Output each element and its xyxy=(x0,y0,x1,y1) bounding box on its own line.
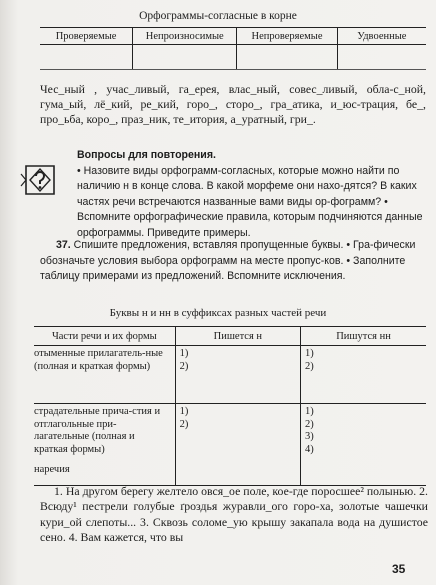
table1-header: Удвоенные xyxy=(337,28,426,45)
review-questions-heading: Вопросы для повторения. xyxy=(77,149,216,161)
exercise-text: Спишите предложения, вставляя пропущенные буквы. • Гра-фически обозначьте условия выбора орфограмм на месте пропус-ков. • Заполните таблицу примерами из предложений. Вспомните исключения. xyxy=(40,239,416,282)
table2-slot: 3) xyxy=(305,431,314,442)
table1-cell xyxy=(337,45,426,70)
table1-header: Непроверяемые xyxy=(237,28,337,45)
page-number: 35 xyxy=(392,562,406,576)
table1-header: Проверяемые xyxy=(40,28,133,45)
table2-slot: 2) xyxy=(305,418,314,430)
table1-title: Орфограммы-согласные в корне xyxy=(139,10,297,22)
table1-cell xyxy=(237,45,337,70)
table2-part: страдательные прича-стия и отглагольные при-лагательные (полная и краткая формы) xyxy=(34,406,161,455)
review-questions-text: • Назовите виды орфограмм-согласных, которые можно найти по наличию н в конце слова. В какой морфеме они нахо-дятся? В каких частях речи встречаются названные вами виды ор-фограмм? • Вспомните орфографические правила, которым подчиняются данные орфограммы. Приведите примеры. xyxy=(77,164,423,239)
table2-part-cell xyxy=(34,462,175,486)
table2-slot: 2) xyxy=(179,360,189,372)
table2-nn-cell xyxy=(301,462,426,486)
table2-nn-cell xyxy=(301,346,426,404)
table2-header: Пишется н xyxy=(175,327,300,346)
word-list-text: Чес_ный , учас_ливый, га_ерея, влас_ный, совес_ливый, обла-с_ной, гума_ый, лё_кий, ре_кий, горо_, сторо_, гра_атика, и_юс-трация, бе_, про_ьба, коро_, праз_ник, те_итория, а_уратный, гри_. xyxy=(40,82,426,126)
exercise-sentences: 1. На другом берегу желтело овся_ое поле, кое-где поросшее² полынью. 2. Всюду¹ пестрели голубые ґроздья журавли_ого горо-ха, золотые чашечки кури_ой слепоты... 3. Сквозь соломе_ую крышу закапала вода на душистое сено. 4. Вам кажется, что вы xyxy=(40,484,428,545)
table1-cell xyxy=(133,45,237,70)
table2-slot: 1) xyxy=(305,348,314,359)
table2-nn-cell xyxy=(301,404,426,462)
review-questions xyxy=(77,148,427,241)
word-list xyxy=(40,82,426,127)
table2-header: Пишутся нн xyxy=(301,327,426,346)
table2-slot: 4) xyxy=(305,443,314,455)
table2-part-cell xyxy=(34,404,175,462)
table2-slot: 2) xyxy=(179,418,189,430)
table2-slot: 2) xyxy=(305,360,314,372)
table2-slot: 1) xyxy=(179,348,189,359)
question-icon xyxy=(20,160,60,200)
table2-part: отыменные прилагатель-ные (полная и краткая формы) xyxy=(34,348,163,372)
table2-title: Буквы н и нн в суффиксах разных частей речи xyxy=(109,307,327,319)
table2-part-cell xyxy=(34,346,175,404)
table2-n-cell xyxy=(175,404,300,462)
exercise-number: 37. xyxy=(56,239,71,251)
exercise-37 xyxy=(40,238,427,285)
table2-slot: 1) xyxy=(305,406,314,417)
table2-n-cell xyxy=(175,346,300,404)
table2-part: наречия xyxy=(34,463,70,475)
table1-cell xyxy=(40,45,133,70)
table2-n-cell xyxy=(175,462,300,486)
consonant-spelling-table xyxy=(40,27,426,70)
table1-header: Непроизносимые xyxy=(133,28,237,45)
n-nn-suffix-table xyxy=(34,326,426,486)
table2-slot: 1) xyxy=(179,406,189,417)
table2-header: Части речи и их формы xyxy=(34,327,175,346)
